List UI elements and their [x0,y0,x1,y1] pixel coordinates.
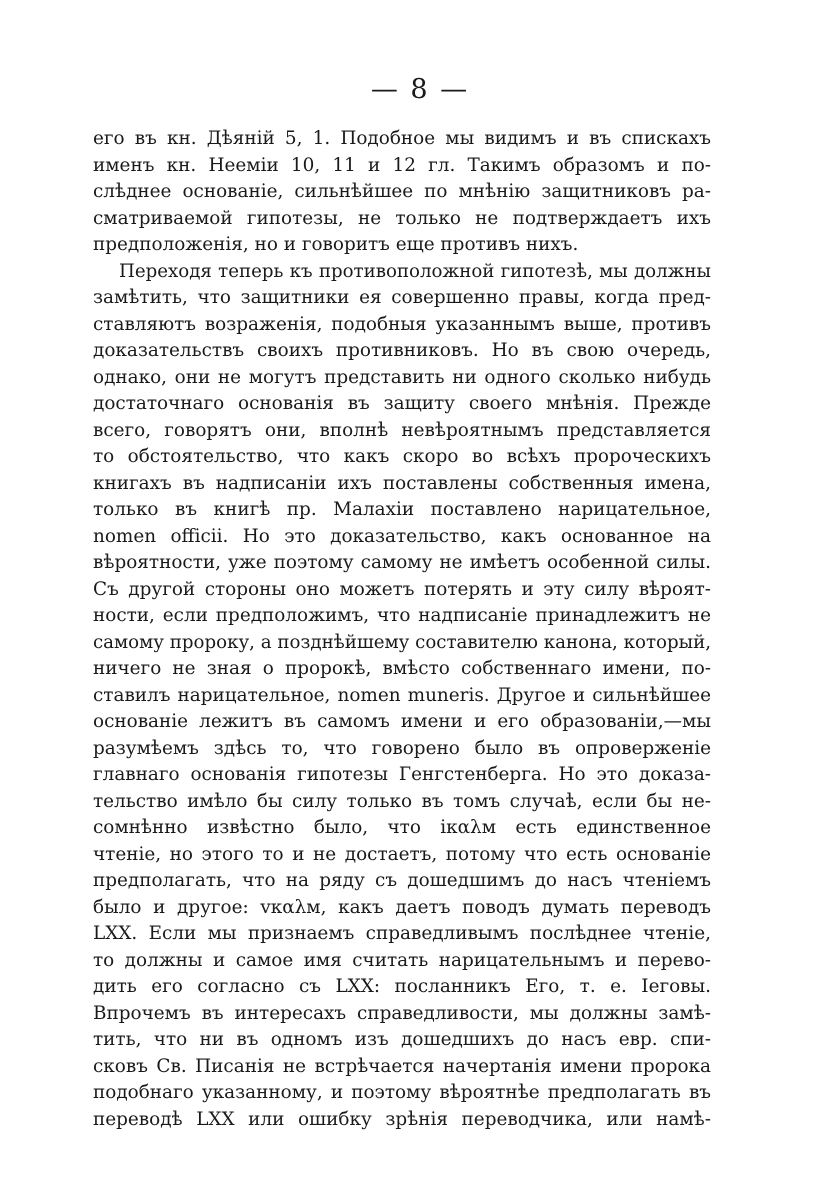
page-number: — 8 — [370,74,470,105]
text-line: всего, говорятъ они, вполнѣ невѣроятнымъ представляется [93,419,711,441]
text-line: ставилъ нарицательное, nomen muneris. Другое и сильнѣйшее [93,684,711,706]
text-line: то должны и самое имя считать нарицательнымъ и перево- [93,949,711,971]
text-line: подобнаго указанному, и поэтому вѣроятнѣе предполагать въ [93,1082,711,1103]
text-line: достаточнаго основанія въ защиту своего мнѣнія. Прежде [93,393,711,414]
text-line: только въ книгѣ пр. Малахіи поставлено нарицательное, [93,499,711,520]
text-line: предположенія, но и говоритъ еще противъ нихъ. [93,234,579,255]
text-line: главнаго основанія гипотезы Генгстенберга. Но это доказа- [93,764,711,785]
text-line: разумѣемъ здѣсь то, что говорено было въ опроверженіе [93,737,711,759]
text-line: сомнѣнно извѣстно было, что іκαλм есть единственное [93,817,711,838]
text-line: именъ кн. Нееміи 10, 11 и 12 гл. Такимъ образомъ и по- [93,154,711,176]
body-text [93,126,711,1133]
text-line: вѣроятности, уже поэтому самому не имѣетъ особенной силы. [93,552,711,573]
text-line: чтеніе, но этого то и не достаетъ, потому что есть основаніе [93,843,711,865]
text-line: сматриваемой гипотезы, не только не подтверждаетъ ихъ [93,207,711,229]
text-line: ставляютъ возраженія, подобныя указаннымъ выше, противъ [93,313,711,335]
text-line: ности, если предположимъ, что надписаніе принадлежитъ не [93,605,711,626]
text-line: замѣтить, что защитники ея совершенно правы, когда пред- [93,287,711,308]
text-line: переводѣ LXX или ошибку зрѣнія переводчика, или намѣ- [93,1108,711,1130]
text-line: то обстоятельство, что какъ скоро во всѣхъ пророческихъ [93,446,711,467]
text-line: nomen officii. Но это доказательство, какъ основанное на [93,525,711,547]
text-line: Впрочемъ въ интересахъ справедливости, мы должны замѣ- [93,1002,711,1024]
text-line: предполагать, что на ряду съ дошедшимъ до насъ чтеніемъ [93,870,711,891]
text-line: доказательствъ своихъ противниковъ. Но въ свою очередь, [93,340,711,361]
text-line: его въ кн. Дѣяній 5, 1. Подобное мы видимъ и въ спискахъ [93,128,711,149]
text-line: Переходя теперь къ противоположной гипотезѣ, мы должны [119,260,711,282]
text-line: однако, они не могутъ представить ни одного сколько нибудь [93,366,711,388]
text-line: основаніе лежитъ въ самомъ имени и его образованіи,—мы [93,711,711,732]
text-line: сковъ Св. Писанія не встрѣчается начертанія имени пророка [93,1055,711,1077]
text-line: тельство имѣло бы силу только въ томъ случаѣ, если бы не- [93,790,711,812]
text-line: дить его согласно съ LXX: посланникъ Его, т. е. Іеговы. [93,976,711,997]
text-line: было и другое: vκαλм, какъ даетъ поводъ думать переводъ [93,896,711,918]
text-line: LXX. Если мы признаемъ справедливымъ послѣднее чтеніе, [93,923,711,944]
text-line: слѣднее основаніе, сильнѣйшее по мнѣнію защитниковъ ра- [93,181,711,202]
text-line: Съ другой стороны оно можетъ потерять и эту силу вѣроят- [93,578,711,600]
text-line: тить, что ни въ одномъ изъ дошедшихъ до насъ евр. спи- [93,1029,711,1050]
text-line: самому пророку, а позднѣйшему составителю канона, который, [93,631,711,653]
text-line: книгахъ въ надписаніи ихъ поставлены собственныя имена, [93,472,711,494]
text-line: ничего не зная о пророкѣ, вмѣсто собственнаго имени, по- [93,658,711,679]
